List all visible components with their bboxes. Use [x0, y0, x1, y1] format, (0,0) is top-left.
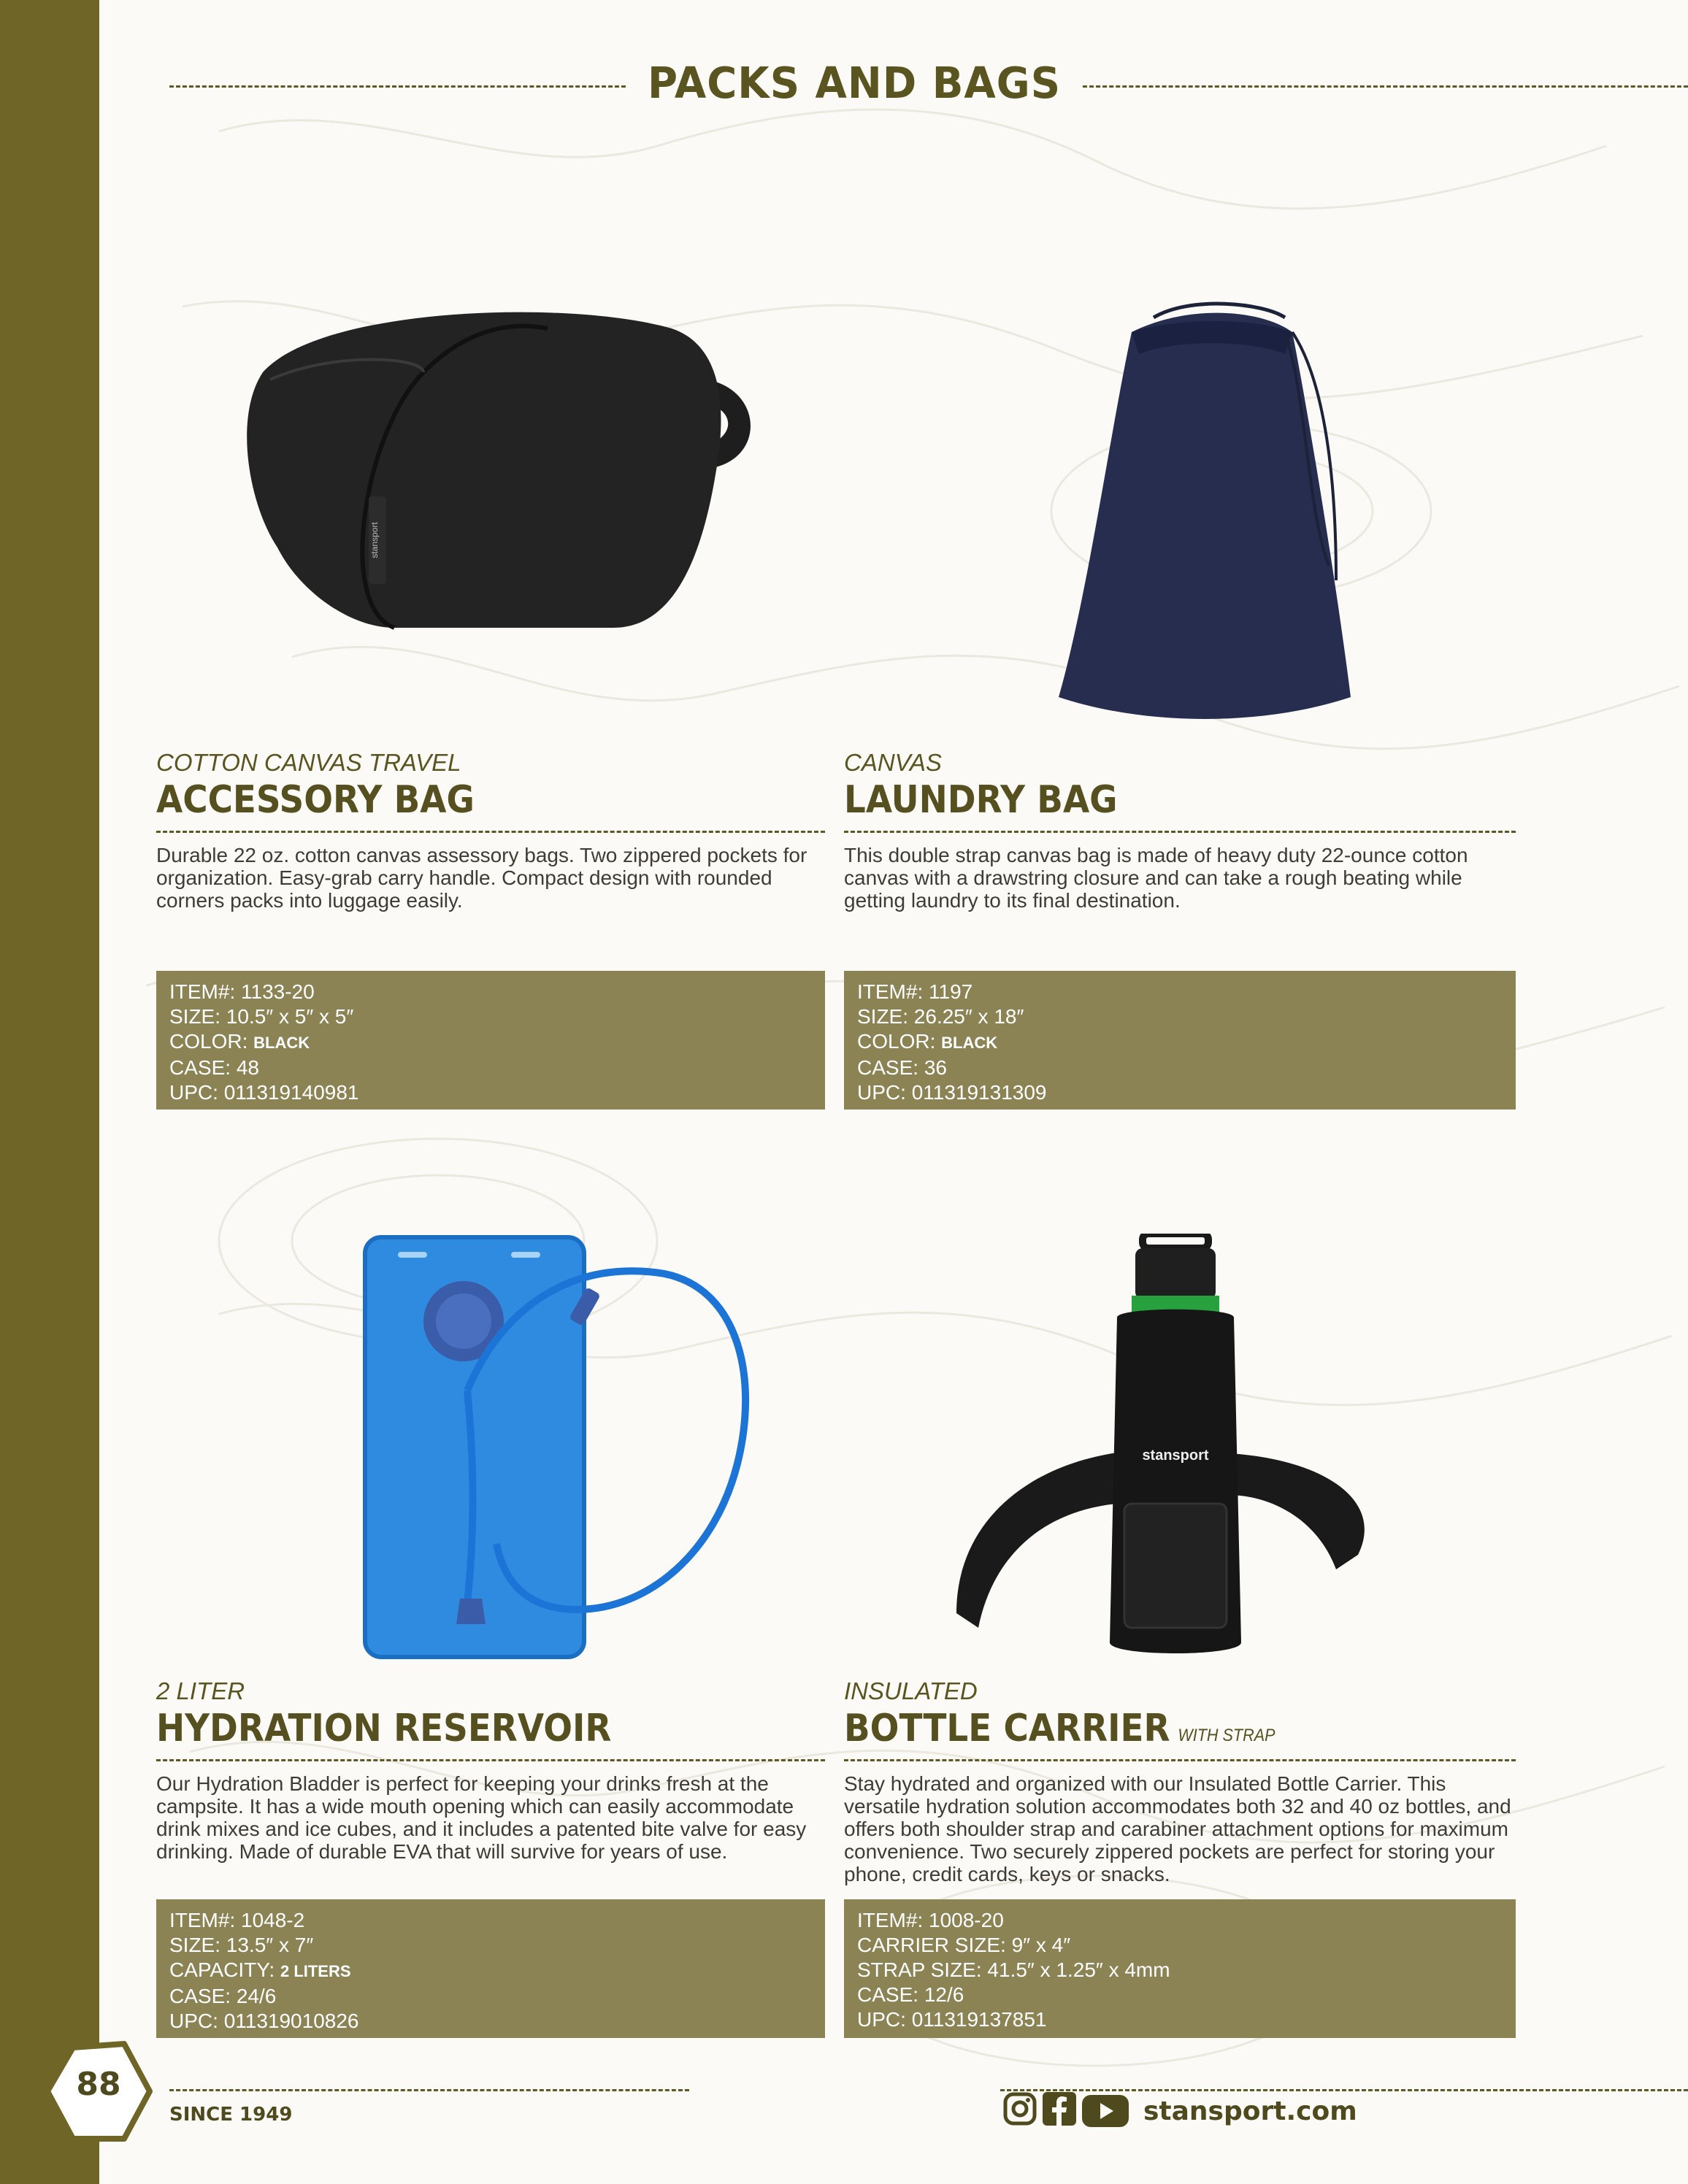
- product-title: [844, 1707, 1275, 1750]
- product-subtitle: INSULATED: [844, 1677, 978, 1704]
- youtube-icon[interactable]: [1082, 2095, 1129, 2127]
- spec-row: ITEM#: 1133-20: [169, 980, 315, 1003]
- spec-row: UPC: 011319010826: [169, 2010, 359, 2032]
- spec-row: CAPACITY: 2 LITERS: [169, 1958, 351, 1981]
- product-specs: [844, 1899, 1516, 2038]
- carrier-logo-text: stansport: [1142, 1447, 1209, 1464]
- header-divider-right: [1083, 85, 1688, 88]
- product-title: ACCESSORY BAG: [156, 778, 475, 822]
- spec-row: CARRIER SIZE: 9″ x 4″: [857, 1934, 1071, 1956]
- spec-row: UPC: 011319131309: [857, 1081, 1047, 1104]
- product-description: This double strap canvas bag is made of heavy duty 22-ounce cotton canvas with a drawstring closure and can take a rough beating while getting laundry to its final destination.: [844, 844, 1468, 912]
- product-description: Stay hydrated and organized with our Insulated Bottle Carrier. This versatile hydration solution accommodates both 32 and 40 oz bottles, and offers both shoulder strap and carabiner attachment options for maximum convenience. Two securely zippered pockets are perfect for storing your phone, credit cards, keys or snacks.: [844, 1772, 1511, 1885]
- product-divider: [844, 831, 1516, 833]
- product-title: LAUNDRY BAG: [844, 778, 1118, 822]
- facebook-icon[interactable]: [1043, 2092, 1076, 2126]
- spec-row: CASE: 36: [857, 1056, 947, 1079]
- product-specs: [156, 971, 825, 1110]
- spec-row: SIZE: 26.25″ x 18″: [857, 1005, 1024, 1028]
- spec-row: ITEM#: 1048-2: [169, 1909, 305, 1931]
- product-divider: [844, 1759, 1516, 1761]
- spec-row: CASE: 48: [169, 1056, 259, 1079]
- spec-row: ITEM#: 1197: [857, 980, 973, 1003]
- spec-row: STRAP SIZE: 41.5″ x 1.25″ x 4mm: [857, 1958, 1170, 1981]
- since-label: SINCE 1949: [169, 2104, 293, 2126]
- instagram-icon[interactable]: [1003, 2092, 1037, 2126]
- product-divider: [156, 831, 825, 833]
- website-link[interactable]: stansport.com: [1143, 2096, 1357, 2126]
- hydration-reservoir-image: [358, 1230, 767, 1661]
- product-description: Durable 22 oz. cotton canvas assessory bags. Two zippered pockets for organization. Easy-grab carry handle. Compact design with rounded corners packs into luggage easily.: [156, 844, 807, 912]
- spec-row: CASE: 24/6: [169, 1985, 277, 2007]
- spec-row: CASE: 12/6: [857, 1983, 964, 2006]
- spec-row: COLOR: BLACK: [169, 1030, 310, 1053]
- product-divider: [156, 1759, 825, 1761]
- bottle-carrier-image: [949, 1234, 1387, 1657]
- accessory-bag-image: [204, 285, 774, 635]
- product-title-suffix: WITH STRAP: [1178, 1726, 1275, 1745]
- footer-divider-left: [169, 2089, 689, 2091]
- product-subtitle: 2 LITER: [156, 1677, 245, 1704]
- page-title: PACKS AND BAGS: [647, 58, 1062, 109]
- spec-row: SIZE: 13.5″ x 7″: [169, 1934, 314, 1956]
- spec-row: UPC: 011319140981: [169, 1081, 359, 1104]
- bag-logo-text: stansport: [369, 522, 380, 558]
- product-specs: [844, 971, 1516, 1110]
- footer-divider-right: [1000, 2089, 1688, 2091]
- laundry-bag-image: [1044, 288, 1380, 726]
- spec-row: ITEM#: 1008-20: [857, 1909, 1004, 1931]
- spec-row: COLOR: BLACK: [857, 1030, 998, 1053]
- header-divider-left: [169, 85, 626, 88]
- product-title: HYDRATION RESERVOIR: [156, 1707, 612, 1750]
- product-specs: [156, 1899, 825, 2038]
- page-number: 88: [76, 2066, 121, 2103]
- spec-row: SIZE: 10.5″ x 5″ x 5″: [169, 1005, 354, 1028]
- spec-row: UPC: 011319137851: [857, 2008, 1047, 2031]
- product-subtitle: COTTON CANVAS TRAVEL: [156, 749, 461, 776]
- product-description: Our Hydration Bladder is perfect for keeping your drinks fresh at the campsite. It has a wide mouth opening which can easily accommodate drink mixes and ice cubes, and it includes a patented bite valve for easy drinking. Made of durable EVA that will survive for years of use.: [156, 1772, 807, 1863]
- sidebar-band: [0, 0, 99, 2184]
- product-subtitle: CANVAS: [844, 749, 942, 776]
- product-title-main: BOTTLE CARRIER: [844, 1707, 1170, 1750]
